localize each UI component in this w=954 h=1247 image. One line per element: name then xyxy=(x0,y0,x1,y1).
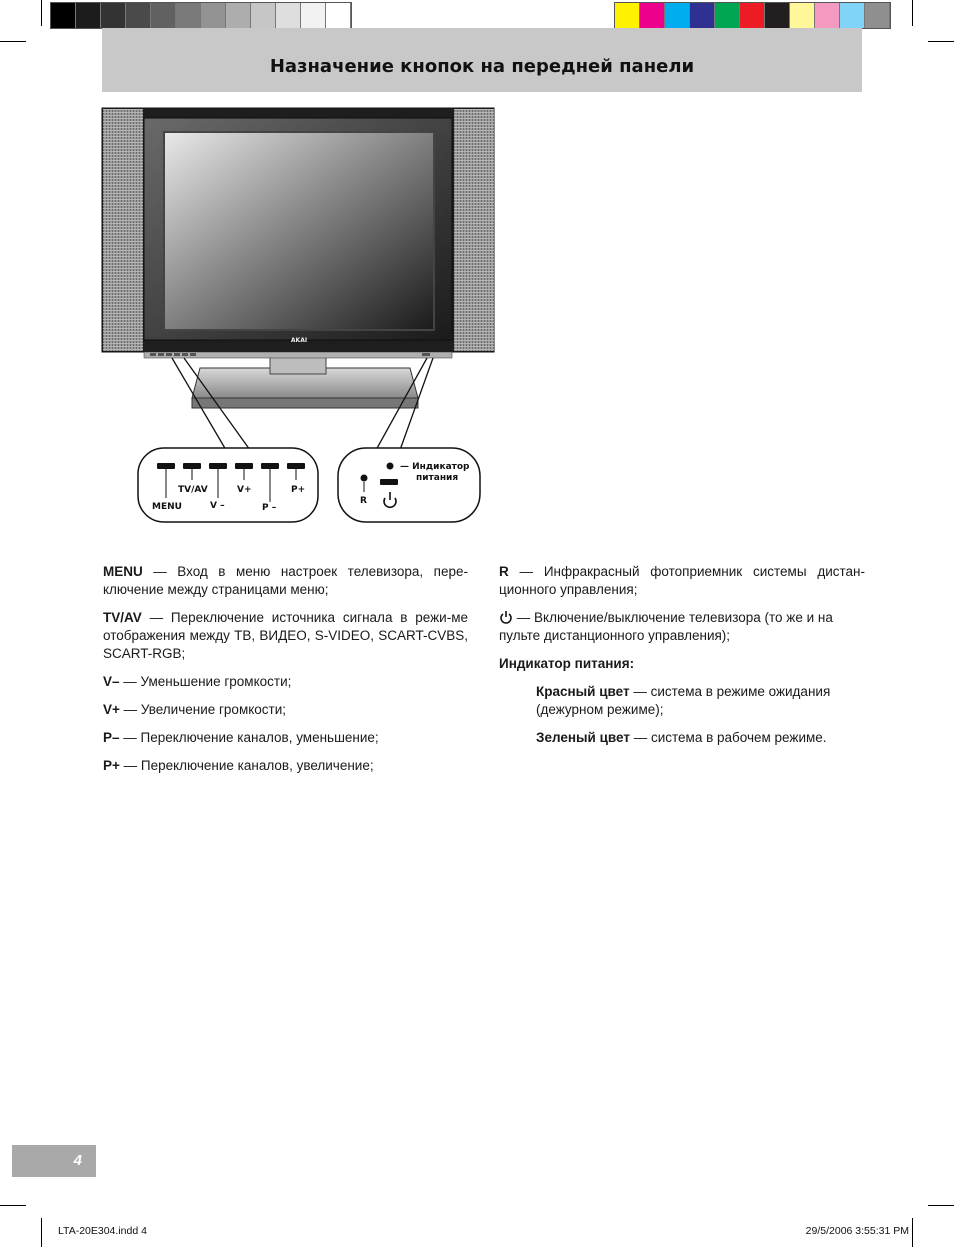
desc-tvav: TV/AV — Переключение источника сигнала в режи-ме отображения между ТВ, ВИДЕО, S-VIDEO, SCART-CVBS, SCART-RGB; xyxy=(103,610,468,661)
color-swatch xyxy=(76,3,101,28)
page-title: Назначение кнопок на передней панели xyxy=(269,56,695,77)
desc-vplus: V+ — Увеличение громкости; xyxy=(103,702,287,717)
crop-mark xyxy=(912,0,913,26)
page-number: 4 xyxy=(73,1152,82,1169)
color-swatch xyxy=(690,3,715,28)
crop-mark xyxy=(0,1205,26,1206)
footer-timestamp: 29/5/2006 3:55:31 PM xyxy=(805,1225,909,1237)
label-pplus: P+ xyxy=(291,485,306,495)
label-r: R xyxy=(360,496,367,506)
footer-file: LTA-20E304.indd 4 xyxy=(58,1225,147,1237)
desc-red: Красный цвет — система в режиме ожидания (дежурном режиме); xyxy=(536,684,831,717)
crop-mark xyxy=(928,41,954,42)
label-tvav: TV/AV xyxy=(178,485,208,495)
indicator-label-line2: питания xyxy=(416,473,459,483)
color-swatch xyxy=(765,3,790,28)
crop-mark xyxy=(41,0,42,26)
desc-power: — Включение/выключение телевизора (то же и на пульте дистанционного управления); xyxy=(499,610,833,643)
crop-mark xyxy=(0,41,26,42)
color-swatch xyxy=(665,3,690,28)
color-swatch xyxy=(126,3,151,28)
right-description-column xyxy=(499,563,865,757)
desc-r: R — Инфракрасный фотоприемник системы дистан-ционного управления; xyxy=(499,564,865,597)
color-swatch xyxy=(201,3,226,28)
crop-mark xyxy=(41,1218,42,1247)
label-vminus: V – xyxy=(210,501,225,511)
indicator-heading: Индикатор питания: xyxy=(499,656,635,671)
desc-green: Зеленый цвет — система в рабочем режиме. xyxy=(536,730,827,745)
color-swatch xyxy=(865,3,890,28)
color-swatch xyxy=(640,3,665,28)
color-swatch xyxy=(276,3,301,28)
power-icon xyxy=(499,610,513,624)
color-swatch xyxy=(176,3,201,28)
label-pminus: P – xyxy=(262,503,277,513)
label-vplus: V+ xyxy=(237,485,252,495)
page-number-box xyxy=(12,1145,96,1177)
color-swatch xyxy=(226,3,251,28)
desc-vminus: V– — Уменьшение громкости; xyxy=(103,674,292,689)
desc-menu: MENU — Вход в меню настроек телевизора, пере-ключение между страницами меню; xyxy=(103,564,468,597)
right-button-callout xyxy=(338,448,480,522)
color-calibration-bar xyxy=(614,2,891,29)
color-swatch xyxy=(615,3,640,28)
ir-sensor-dot xyxy=(361,475,368,482)
crop-mark xyxy=(912,1218,913,1247)
header-band xyxy=(102,28,862,92)
right-speaker-grille xyxy=(454,109,494,351)
color-swatch xyxy=(326,3,351,28)
gray-calibration-bar xyxy=(50,2,352,29)
color-swatch xyxy=(715,3,740,28)
brand-logo: AKAI xyxy=(290,337,308,344)
color-swatch xyxy=(151,3,176,28)
label-menu: MENU xyxy=(152,502,182,512)
color-swatch xyxy=(815,3,840,28)
color-swatch xyxy=(251,3,276,28)
left-button-callout xyxy=(138,448,318,522)
tv-screen xyxy=(164,132,434,330)
crop-mark xyxy=(928,1205,954,1206)
power-led xyxy=(387,463,394,470)
color-swatch xyxy=(51,3,76,28)
color-swatch xyxy=(740,3,765,28)
left-speaker-grille xyxy=(103,109,143,351)
color-swatch xyxy=(301,3,326,28)
left-description-column xyxy=(103,563,468,785)
color-swatch xyxy=(101,3,126,28)
desc-pminus: P– — Переключение каналов, уменьшение; xyxy=(103,730,379,745)
indicator-label-line1: — Индикатор xyxy=(400,462,470,472)
color-swatch xyxy=(790,3,815,28)
desc-pplus: P+ — Переключение каналов, увеличение; xyxy=(103,758,374,773)
color-swatch xyxy=(840,3,865,28)
tv-front-panel-figure xyxy=(100,106,500,528)
